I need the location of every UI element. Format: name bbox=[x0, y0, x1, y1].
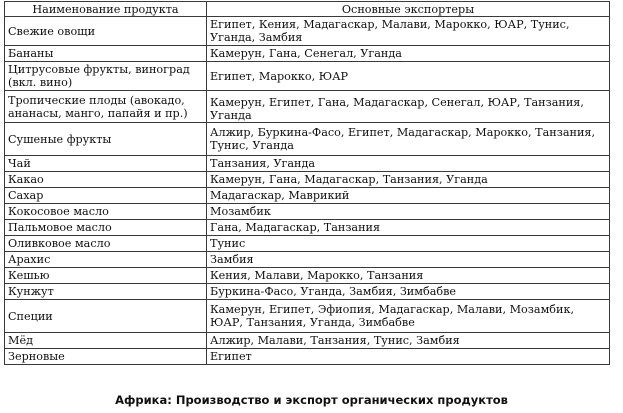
table-row bbox=[5, 204, 610, 220]
exporters-cell: Алжир, Буркина-Фасо, Египет, Мадагаскар, Марокко, Танзания, Тунис, Уганда bbox=[207, 123, 610, 156]
table-row bbox=[5, 252, 610, 268]
exporters-table bbox=[4, 1, 610, 365]
product-cell: Какао bbox=[5, 172, 207, 188]
exporters-cell: Египет, Кения, Мадагаскар, Малави, Марокко, ЮАР, Тунис, Уганда, Замбия bbox=[207, 17, 610, 46]
product-cell: Свежие овощи bbox=[5, 17, 207, 46]
table-row bbox=[5, 268, 610, 284]
header-row bbox=[5, 2, 610, 17]
table-row bbox=[5, 17, 610, 46]
table-row bbox=[5, 236, 610, 252]
table-row bbox=[5, 62, 610, 91]
product-cell: Сахар bbox=[5, 188, 207, 204]
table-row bbox=[5, 300, 610, 333]
exporters-cell: Гана, Мадагаскар, Танзания bbox=[207, 220, 610, 236]
header-exporters: Основные экспортеры bbox=[207, 2, 610, 17]
product-cell: Бананы bbox=[5, 46, 207, 62]
exporters-cell: Алжир, Малави, Танзания, Тунис, Замбия bbox=[207, 333, 610, 349]
table-row bbox=[5, 172, 610, 188]
product-cell: Цитрусовые фрукты, виноград (вкл. вино) bbox=[5, 62, 207, 91]
table-row bbox=[5, 91, 610, 123]
exporters-cell: Египет bbox=[207, 349, 610, 365]
table-row bbox=[5, 156, 610, 172]
table-row bbox=[5, 333, 610, 349]
exporters-cell: Камерун, Гана, Сенегал, Уганда bbox=[207, 46, 610, 62]
exporters-cell: Мадагаскар, Маврикий bbox=[207, 188, 610, 204]
header-product: Наименование продукта bbox=[5, 2, 207, 17]
product-cell: Кокосовое масло bbox=[5, 204, 207, 220]
product-cell: Оливковое масло bbox=[5, 236, 207, 252]
product-cell: Чай bbox=[5, 156, 207, 172]
product-cell: Кешью bbox=[5, 268, 207, 284]
exporters-cell: Замбия bbox=[207, 252, 610, 268]
exporters-cell: Мозамбик bbox=[207, 204, 610, 220]
exporters-cell: Камерун, Египет, Эфиопия, Мадагаскар, Малави, Мозамбик, ЮАР, Танзания, Уганда, Зимбабве bbox=[207, 300, 610, 333]
exporters-cell: Танзания, Уганда bbox=[207, 156, 610, 172]
exporters-cell: Камерун, Египет, Гана, Мадагаскар, Сенегал, ЮАР, Танзания, Уганда bbox=[207, 91, 610, 123]
product-cell: Мёд bbox=[5, 333, 207, 349]
table-row bbox=[5, 46, 610, 62]
product-cell: Сушеные фрукты bbox=[5, 123, 207, 156]
exporters-cell: Буркина-Фасо, Уганда, Замбия, Зимбабве bbox=[207, 284, 610, 300]
exporters-cell: Египет, Марокко, ЮАР bbox=[207, 62, 610, 91]
product-cell: Тропические плоды (авокадо, ананасы, манго, папайя и пр.) bbox=[5, 91, 207, 123]
exporters-cell: Кения, Малави, Марокко, Танзания bbox=[207, 268, 610, 284]
product-cell: Зерновые bbox=[5, 349, 207, 365]
table-row bbox=[5, 188, 610, 204]
exporters-cell: Тунис bbox=[207, 236, 610, 252]
table-caption: Африка: Производство и экспорт органических продуктов bbox=[115, 393, 508, 407]
table-row bbox=[5, 123, 610, 156]
product-cell: Кунжут bbox=[5, 284, 207, 300]
table-row bbox=[5, 284, 610, 300]
exporters-cell: Камерун, Гана, Мадагаскар, Танзания, Уганда bbox=[207, 172, 610, 188]
product-cell: Специи bbox=[5, 300, 207, 333]
product-cell: Арахис bbox=[5, 252, 207, 268]
product-cell: Пальмовое масло bbox=[5, 220, 207, 236]
table-row bbox=[5, 220, 610, 236]
table-row bbox=[5, 349, 610, 365]
table-body bbox=[5, 17, 610, 365]
